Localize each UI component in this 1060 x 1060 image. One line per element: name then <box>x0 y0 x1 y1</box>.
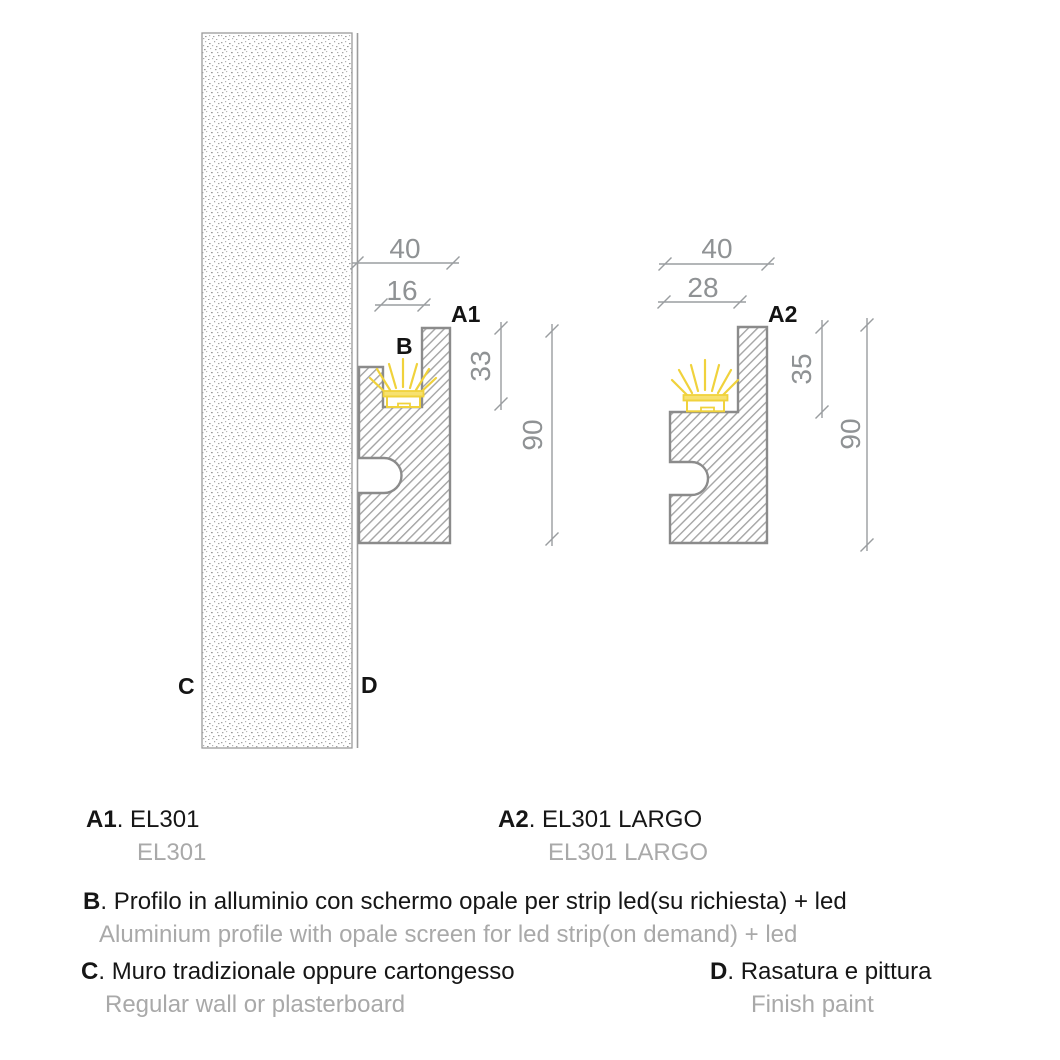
legend-c-title-line <box>81 958 515 986</box>
dim-a2-slot-value: 28 <box>687 272 719 303</box>
wall-regular <box>202 33 352 748</box>
dim-a2-recess-value: 35 <box>786 353 817 385</box>
profile-a2-body <box>670 327 767 543</box>
legend-a1-title: EL301 <box>130 806 200 833</box>
legend-c-title: Muro tradizionale oppure cartongesso <box>111 958 515 985</box>
profile-a1-section <box>359 328 450 543</box>
dim-a1-recess-value: 33 <box>465 350 496 382</box>
wall-section <box>202 33 358 748</box>
legend-separator: . <box>528 806 543 833</box>
legend-d-title-line <box>710 958 931 986</box>
dim-a1-slot-value: 16 <box>386 275 418 306</box>
dim-a2-width-value: 40 <box>701 233 733 264</box>
dim-a1-height-value: 90 <box>517 419 548 451</box>
legend-item-b <box>83 888 847 949</box>
led-profile-body <box>387 397 420 408</box>
legend-a2-title-line <box>498 806 708 834</box>
callout-a1: A1 <box>451 301 481 327</box>
legend-d-title: Rasatura e pittura <box>740 958 932 985</box>
legend-d-subtitle: Finish paint <box>751 991 874 1018</box>
legend-a1-title-line <box>86 806 206 834</box>
legend-b-title-line <box>83 888 847 916</box>
led-profile-body <box>687 401 724 412</box>
legend-a2-title: EL301 LARGO <box>542 806 703 833</box>
profile-a2-section <box>670 327 767 543</box>
legend-a2-subtitle: EL301 LARGO <box>548 839 709 866</box>
legend-a1-key: A1 <box>86 806 117 833</box>
legend-separator: . <box>100 888 114 915</box>
legend-d-key: D <box>710 958 728 985</box>
callout-d: D <box>361 672 378 698</box>
legend-b-title: Profilo in alluminio con schermo opale per strip led(su richiesta) + led <box>113 888 847 915</box>
legend-a1-subtitle: EL301 <box>137 839 207 866</box>
legend-item-a2 <box>498 806 708 867</box>
profile-a1-body <box>359 328 450 543</box>
callout-c: C <box>178 673 195 699</box>
dim-a2-height-value: 90 <box>835 418 866 450</box>
legend-item-a1 <box>86 806 206 867</box>
callout-b: B <box>396 333 413 359</box>
legend-a2-key: A2 <box>498 806 529 833</box>
led-strip-a2 <box>672 360 738 411</box>
legend-c-key: C <box>81 958 99 985</box>
callout-a2: A2 <box>768 301 798 327</box>
led-rays-icon <box>672 360 738 396</box>
legend-item-c <box>81 958 515 1019</box>
legend-c-subtitle: Regular wall or plasterboard <box>105 991 406 1018</box>
legend-b-key: B <box>83 888 101 915</box>
dim-a1-width-value: 40 <box>389 233 421 264</box>
dimension-a2-recess-depth <box>816 320 829 419</box>
legend-separator: . <box>116 806 131 833</box>
legend-item-d <box>710 958 931 1019</box>
legend-b-subtitle: Aluminium profile with opale screen for led strip(on demand) + led <box>99 921 798 948</box>
legend-separator: . <box>98 958 112 985</box>
legend-separator: . <box>727 958 741 985</box>
dimension-a1-recess-depth <box>495 322 508 411</box>
